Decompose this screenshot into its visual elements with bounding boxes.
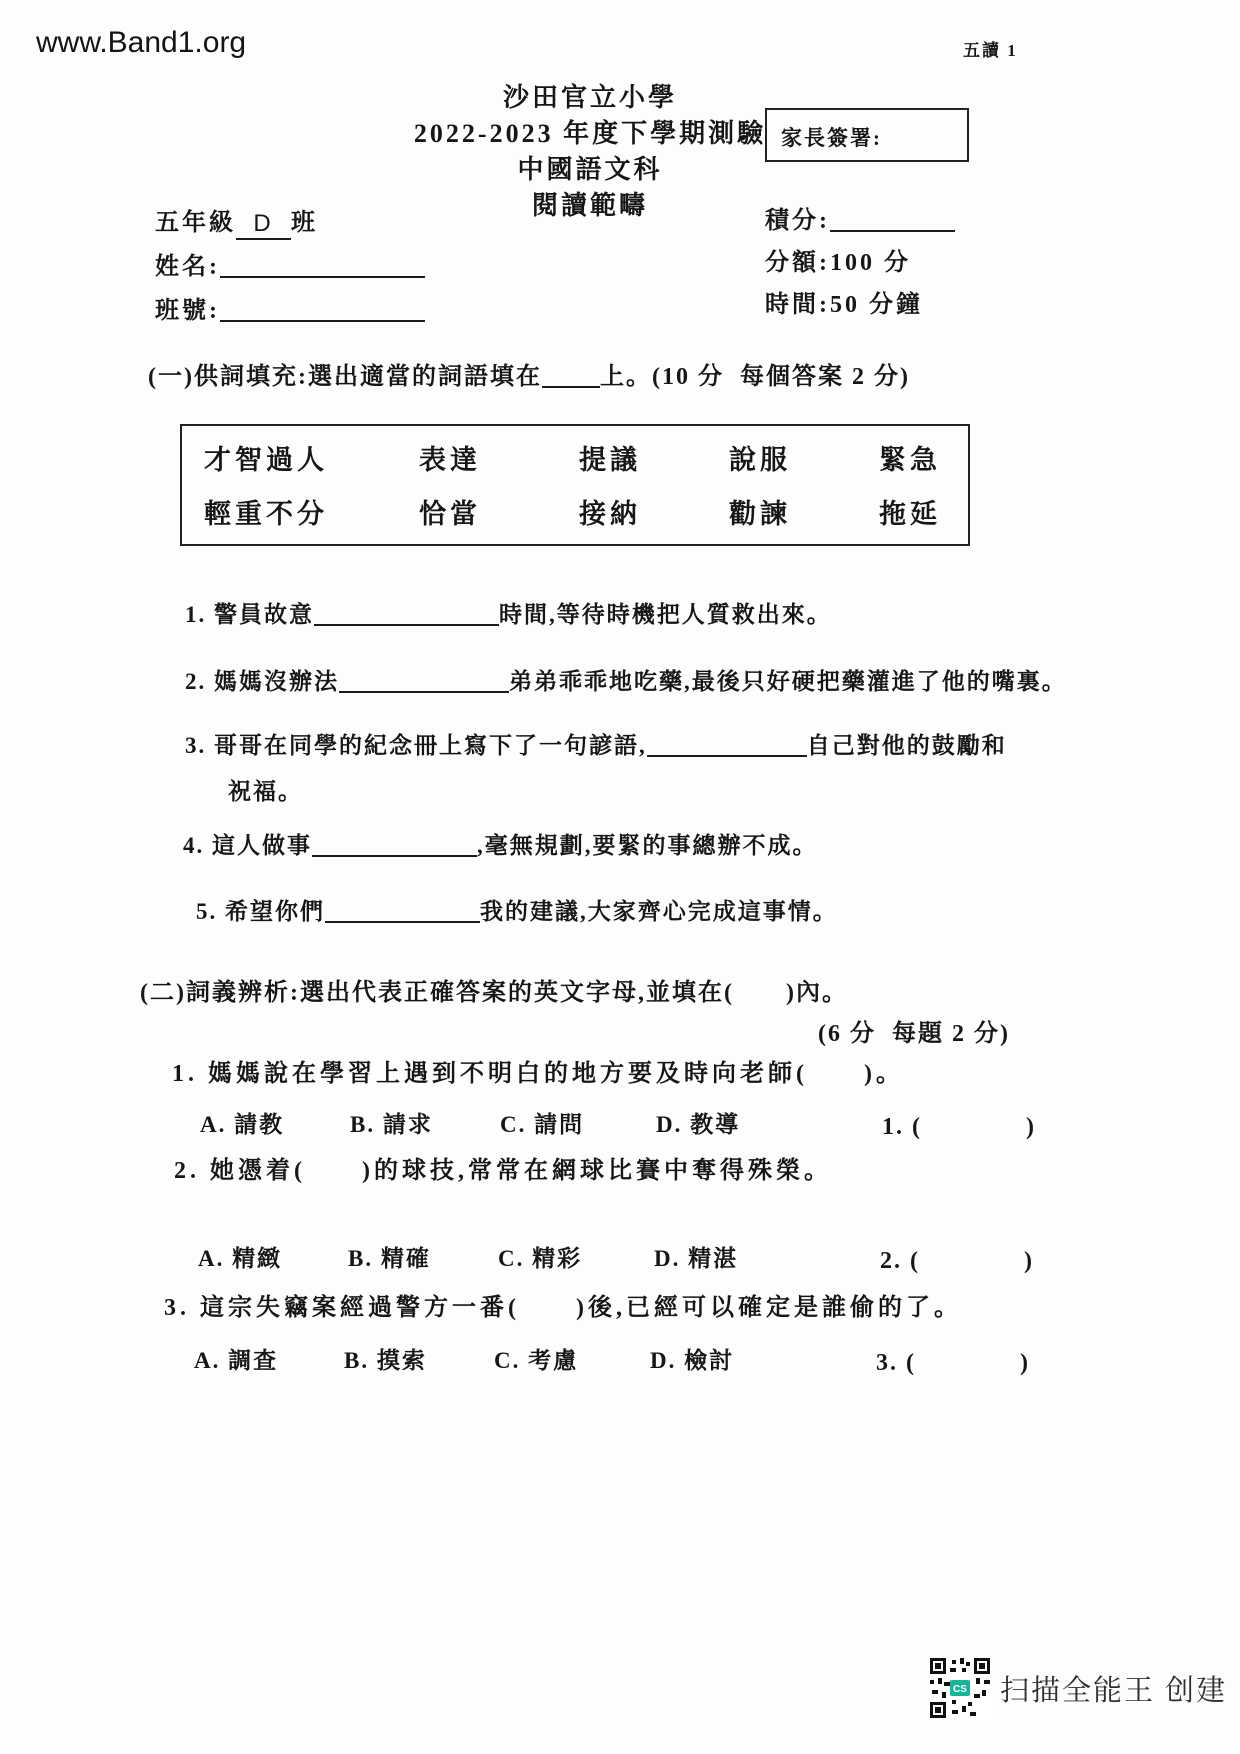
word-bank-row bbox=[204, 492, 958, 531]
total-marks-line: 分額:100 分 bbox=[765, 250, 911, 276]
class-number-line bbox=[155, 290, 425, 325]
question-number: 2. bbox=[185, 669, 207, 694]
class-number-label: 班號: bbox=[155, 298, 220, 324]
word-bank-word: 接納 bbox=[579, 499, 641, 529]
word-bank-word: 說服 bbox=[729, 445, 791, 475]
option-c: C. 精彩 bbox=[498, 1246, 583, 1271]
question-number: 4. bbox=[183, 833, 205, 858]
word-bank-word: 提議 bbox=[579, 445, 641, 475]
answer-blank bbox=[647, 731, 807, 757]
section1-heading-blank bbox=[542, 361, 600, 388]
question-pre: 媽媽沒辦法 bbox=[214, 669, 339, 694]
parent-signature-box bbox=[765, 108, 969, 162]
fill-in-question-3 bbox=[185, 727, 1007, 760]
question-post: ,毫無規劃,要緊的事總辦不成。 bbox=[477, 833, 818, 858]
answer-blank bbox=[325, 897, 480, 923]
mc-question-1-options bbox=[200, 1106, 1050, 1140]
qr-code-icon bbox=[928, 1656, 992, 1720]
score-label: 積分: bbox=[765, 208, 830, 234]
word-bank-word: 表達 bbox=[419, 445, 481, 475]
grade-pre: 五年級 bbox=[155, 210, 236, 236]
section1-heading-pre: (一)供詞填充:選出適當的詞語填在 bbox=[148, 364, 542, 390]
option-a: A. 調查 bbox=[194, 1348, 279, 1373]
option-c: C. 考慮 bbox=[494, 1348, 579, 1373]
answer-slot: 1. ( ) bbox=[882, 1114, 1036, 1140]
score-line bbox=[765, 200, 955, 235]
class-number-blank bbox=[220, 295, 425, 322]
name-line bbox=[155, 246, 425, 281]
fill-in-question-3-line2: 祝福。 bbox=[228, 779, 303, 804]
site-watermark: www.Band1.org bbox=[36, 26, 247, 59]
section2-heading: (二)詞義辨析:選出代表正確答案的英文字母,並填在( )內。 bbox=[140, 980, 848, 1006]
time-limit-line: 時間:50 分鐘 bbox=[765, 292, 923, 318]
paper-code: 五讀 1 bbox=[963, 41, 1018, 60]
question-number: 5. bbox=[196, 899, 218, 924]
word-bank-word: 緊急 bbox=[879, 445, 941, 475]
fill-in-question-1 bbox=[185, 596, 832, 629]
mc-question-2-options bbox=[198, 1240, 1048, 1274]
fill-in-question-2 bbox=[185, 663, 1067, 696]
question-number: 1. bbox=[172, 1061, 198, 1087]
qr-code-svg bbox=[928, 1656, 992, 1720]
section2-marks-note: (6 分 每題 2 分) bbox=[818, 1021, 1010, 1047]
score-blank bbox=[830, 205, 955, 232]
scanner-watermark-text: 扫描全能王 创建 bbox=[1000, 1675, 1228, 1707]
mc-question-1 bbox=[172, 1053, 904, 1088]
question-text: 她憑着( )的球技,常常在網球比賽中奪得殊榮。 bbox=[210, 1158, 832, 1184]
question-text: 媽媽說在學習上遇到不明白的地方要及時向老師( )。 bbox=[208, 1061, 904, 1087]
fill-in-question-4 bbox=[183, 827, 818, 860]
option-b: B. 摸索 bbox=[344, 1348, 427, 1373]
question-post: 我的建議,大家齊心完成這事情。 bbox=[480, 899, 838, 924]
answer-slot: 2. ( ) bbox=[880, 1248, 1034, 1274]
option-b: B. 精確 bbox=[348, 1246, 431, 1271]
name-blank bbox=[220, 251, 425, 278]
section1-heading bbox=[148, 356, 910, 391]
option-c: C. 請問 bbox=[500, 1112, 585, 1137]
question-number: 1. bbox=[185, 602, 207, 627]
option-a: A. 請教 bbox=[200, 1112, 285, 1137]
grade-value: D bbox=[253, 210, 274, 237]
svg-text:CS: CS bbox=[953, 1684, 967, 1695]
answer-blank bbox=[339, 667, 509, 693]
word-bank-word: 才智過人 bbox=[204, 445, 328, 475]
word-bank-word: 輕重不分 bbox=[204, 499, 328, 529]
grade-post: 班 bbox=[291, 210, 318, 236]
question-number: 2. bbox=[174, 1158, 200, 1184]
mc-question-2 bbox=[174, 1150, 832, 1185]
answer-blank bbox=[312, 831, 477, 857]
word-bank-row bbox=[204, 438, 958, 477]
question-post: 自己對他的鼓勵和 bbox=[806, 733, 1007, 758]
question-pre: 這人做事 bbox=[212, 833, 312, 858]
mc-question-3-options bbox=[194, 1342, 1044, 1376]
question-pre: 警員故意 bbox=[214, 602, 314, 627]
option-d: D. 教導 bbox=[656, 1112, 741, 1137]
option-d: D. 精湛 bbox=[654, 1246, 739, 1271]
answer-slot: 3. ( ) bbox=[876, 1350, 1030, 1376]
word-bank-word: 拖延 bbox=[879, 499, 941, 529]
option-d: D. 檢討 bbox=[650, 1348, 735, 1373]
word-bank-box bbox=[180, 424, 970, 546]
section1-heading-post: 上。(10 分 每個答案 2 分) bbox=[599, 364, 910, 390]
grade-blank bbox=[236, 210, 291, 240]
question-text: 這宗失竊案經過警方一番( )後,已經可以確定是誰偷的了。 bbox=[200, 1295, 962, 1321]
subject-name: 中國語文科 bbox=[517, 155, 663, 184]
question-number: 3. bbox=[164, 1295, 190, 1321]
option-b: B. 請求 bbox=[350, 1112, 433, 1137]
question-number: 3. bbox=[185, 733, 207, 758]
name-label: 姓名: bbox=[155, 254, 220, 280]
answer-blank bbox=[314, 600, 499, 626]
question-pre: 哥哥在同學的紀念冊上寫下了一句諺語, bbox=[214, 733, 647, 758]
question-post: 弟弟乖乖地吃藥,最後只好硬把藥灌進了他的嘴裏。 bbox=[509, 669, 1067, 694]
mc-question-3 bbox=[164, 1287, 962, 1322]
option-a: A. 精緻 bbox=[198, 1246, 283, 1271]
grade-line bbox=[155, 202, 318, 240]
signature-label: 家長簽署: bbox=[781, 126, 882, 150]
word-bank-word: 勸諫 bbox=[729, 499, 791, 529]
word-bank-word: 恰當 bbox=[419, 499, 481, 529]
fill-in-question-5 bbox=[196, 893, 838, 926]
exam-term: 2022-2023 年度下學期測驗 bbox=[413, 119, 767, 148]
question-pre: 希望你們 bbox=[225, 899, 325, 924]
exam-domain: 閱讀範疇 bbox=[531, 191, 648, 220]
question-post: 時間,等待時機把人質救出來。 bbox=[499, 602, 832, 627]
school-name: 沙田官立小學 bbox=[502, 83, 677, 112]
